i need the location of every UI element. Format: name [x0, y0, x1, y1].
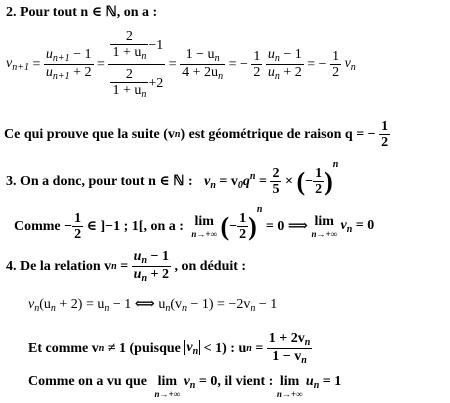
- eq-neg-2: = −: [307, 57, 327, 72]
- half-interval: $\frac{1}{2}$: [74, 210, 82, 242]
- lim-4: lim n→+∞: [276, 374, 303, 399]
- fraction-1-un: $\frac{1 - u_n}{4 + 2u_n}$: [182, 47, 224, 82]
- un-fraction: $\frac{1 + 2v_n}{1 - v_n}$: [268, 331, 311, 366]
- equivalence-line: $v_n(u_n + 2) = u_n - 1$ ⟺ $u_n(v_n - 1) = -2v_n - 1$: [28, 297, 278, 314]
- lim-2: lim n→+∞: [311, 213, 337, 239]
- relation-fraction: $\frac{u_n - 1}{u_n + 2}$: [133, 249, 170, 284]
- abs-vn: $v_n$: [186, 340, 199, 357]
- fraction-half-1: $\frac{1}{2}$: [253, 49, 261, 80]
- lim-1: lim n→+∞: [191, 213, 217, 239]
- inner-fraction-bottom: $\frac{2}{1 + u_n}$: [112, 67, 147, 100]
- eq-neg-1: = −: [228, 57, 248, 72]
- lim-3: lim n→+∞: [154, 374, 181, 399]
- final-conclusion: Comme on a vu que lim n→+∞ $v_n = 0$, il vient : lim n→+∞ $u_n = 1$: [28, 374, 342, 399]
- since-vn-not-1: Et comme vn ≠ 1 (puisque $v_n < 1$) : un = $\frac{1 + 2v_n}{1 - v_n}$: [28, 331, 311, 366]
- eq-sign-2: =: [97, 57, 105, 72]
- equation-vn1: [6, 30, 356, 100]
- iff-symbol: ⟺: [134, 297, 155, 312]
- item-2-heading-text: 2. Pour tout n ∈ ℕ, on a :: [6, 5, 158, 20]
- item-4-relation: 4. De la relation vn = $\frac{u_n - 1}{u_n + 2}$ , on déduit :: [6, 249, 247, 284]
- two-fifths: $\frac{2}{5}$: [272, 165, 280, 197]
- fraction-un-minus-1: $\frac{u_n - 1}{u_n + 2}$: [267, 47, 302, 82]
- inner-fraction-top: $\frac{2}{1 + u_n}$: [112, 29, 147, 62]
- half-in-limit: $\frac{1}{2}$: [239, 210, 247, 242]
- vn-end: $v_n$: [344, 56, 356, 73]
- eq-sign-1: =: [32, 57, 41, 72]
- ratio-fraction: $\frac{1}{2}$: [381, 119, 389, 150]
- item-2-heading: [6, 6, 157, 20]
- eq-sign-3: =: [168, 57, 177, 72]
- compound-fraction: $\frac{2}{1 + u_n}$ −1 $\frac{2}{1 + u_n}$ +2: [108, 30, 165, 100]
- limit-statement: Comme − $\frac{1}{2}$ ∈ ]−1 ; 1[, on a : lim n→+∞ (− $\frac{1}{2}$ )$^n$ = 0 ⟹ lim n→+∞ $v_n = 0$: [14, 204, 375, 242]
- half-power: $\frac{1}{2}$: [315, 165, 323, 197]
- fraction-un1: $\frac{u_{n+1} - 1}{u_{n+1} + 2}$: [45, 47, 92, 82]
- geometric-statement: Ce qui prouve que la suite (vn) est géométrique de raison q = − $\frac{1}{2}$: [4, 119, 389, 150]
- vn1-lhs: $v_{n+1}$: [6, 56, 29, 73]
- item-3-formula: 3. On a donc, pour tout n ∈ ℕ : $v_n = v_0q^n$ = $\frac{2}{5}$ × (− $\frac{1}{2}$ )$^n$: [6, 159, 339, 197]
- fraction-half-2: $\frac{1}{2}$: [332, 49, 340, 80]
